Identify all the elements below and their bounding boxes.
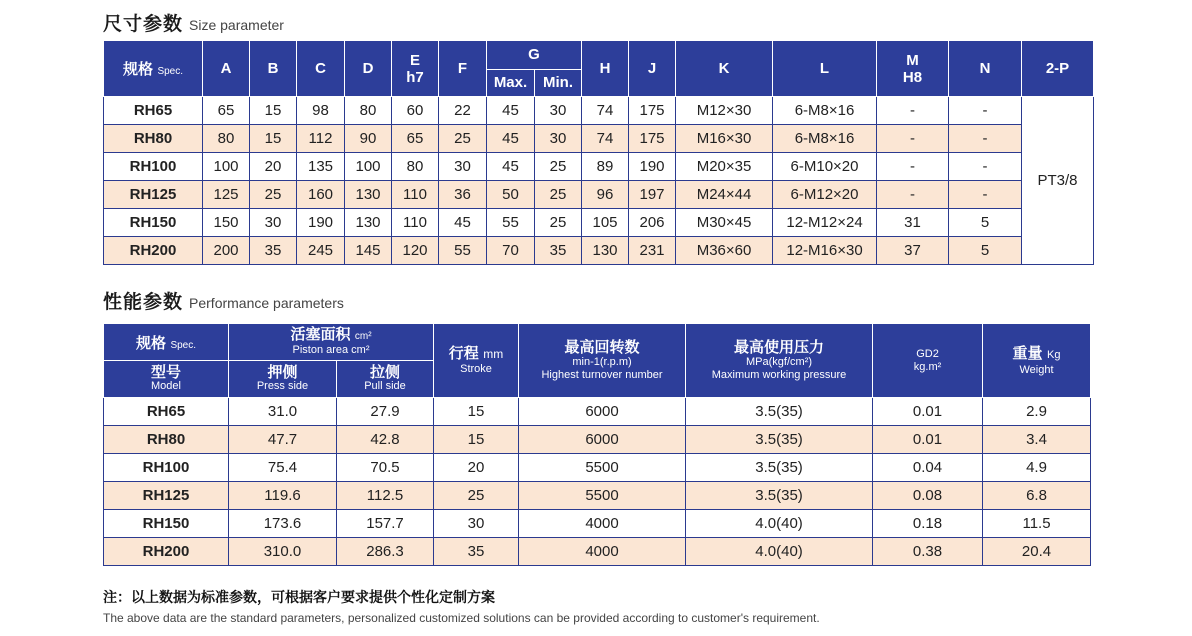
cell: 105: [582, 209, 629, 237]
cell: 12-M12×24: [773, 209, 877, 237]
cell: 286.3: [337, 538, 434, 566]
cell: 173.6: [229, 510, 337, 538]
cell: 42.8: [337, 426, 434, 454]
cell: 197: [629, 181, 676, 209]
size-table: [103, 40, 1094, 265]
size-spec-header: 规格 Spec.: [104, 41, 203, 97]
cell: M16×30: [676, 125, 773, 153]
table-row: [104, 97, 1094, 125]
cell: 6000: [519, 398, 686, 426]
col-k-header: K: [676, 41, 773, 97]
row-model: RH200: [104, 538, 229, 566]
cell: 30: [434, 510, 519, 538]
cell: 80: [203, 125, 250, 153]
cell: 22: [439, 97, 487, 125]
cell: 4000: [519, 510, 686, 538]
cell: 200: [203, 237, 250, 265]
cell: 4.0(40): [686, 510, 873, 538]
cell: 190: [297, 209, 345, 237]
cell: 5: [949, 209, 1022, 237]
col-b-header: B: [250, 41, 297, 97]
cell: -: [949, 125, 1022, 153]
table-row: [104, 153, 1094, 181]
footnote-cn: 注：以上数据为标准参数，可根据客户要求提供个性化定制方案: [103, 590, 495, 606]
cell: 15: [434, 398, 519, 426]
cell: 6-M10×20: [773, 153, 877, 181]
table-row: [104, 125, 1094, 153]
perf-table: [103, 323, 1091, 566]
cell: 6000: [519, 426, 686, 454]
pull-side-header: 拉侧 Pull side: [337, 361, 434, 398]
row-model: RH200: [104, 237, 203, 265]
cell: 60: [392, 97, 439, 125]
speed-header: 最高回转数 min-1(r.p.m) Highest turnover number: [519, 324, 686, 398]
size-title-cn: 尺寸参数: [103, 13, 184, 35]
cell: 112.5: [337, 482, 434, 510]
perf-section-title: [103, 287, 344, 314]
cell: 4.9: [983, 454, 1091, 482]
cell: 27.9: [337, 398, 434, 426]
cell: -: [949, 181, 1022, 209]
table-row: [104, 482, 1091, 510]
cell: 150: [203, 209, 250, 237]
cell: 100: [345, 153, 392, 181]
table-row: [104, 209, 1094, 237]
size-section-title: [103, 9, 284, 36]
cell: 6-M12×20: [773, 181, 877, 209]
cell: 3.5(35): [686, 454, 873, 482]
cell: 5500: [519, 454, 686, 482]
col-g-min-header: Min.: [535, 69, 582, 97]
row-model: RH125: [104, 181, 203, 209]
cell: 55: [439, 237, 487, 265]
cell: 6-M8×16: [773, 125, 877, 153]
cell: -: [877, 97, 949, 125]
gd2-header: GD2 kg.m²: [873, 324, 983, 398]
cell: 12-M16×30: [773, 237, 877, 265]
cell: -: [949, 97, 1022, 125]
model-header: 型号 Model: [104, 361, 229, 398]
cell: 45: [487, 97, 535, 125]
weight-header: 重量 Kg Weight: [983, 324, 1091, 398]
cell: 45: [487, 153, 535, 181]
col-d-header: D: [345, 41, 392, 97]
cell: 35: [250, 237, 297, 265]
table-row: [104, 237, 1094, 265]
row-model: RH125: [104, 482, 229, 510]
col-f-header: F: [439, 41, 487, 97]
cell: 0.08: [873, 482, 983, 510]
cell: 35: [434, 538, 519, 566]
cell: 6.8: [983, 482, 1091, 510]
cell: 120: [392, 237, 439, 265]
cell: 175: [629, 97, 676, 125]
cell: 30: [250, 209, 297, 237]
cell: 0.38: [873, 538, 983, 566]
col-a-header: A: [203, 41, 250, 97]
cell: 3.4: [983, 426, 1091, 454]
press-side-header: 押侧 Press side: [229, 361, 337, 398]
cell: 30: [535, 97, 582, 125]
cell: 50: [487, 181, 535, 209]
cell: 0.01: [873, 398, 983, 426]
cell: 130: [345, 181, 392, 209]
cell: 110: [392, 209, 439, 237]
cell: 25: [535, 153, 582, 181]
col-n-header: N: [949, 41, 1022, 97]
cell: 2.9: [983, 398, 1091, 426]
cell: 89: [582, 153, 629, 181]
cell: 112: [297, 125, 345, 153]
perf-title-cn: 性能参数: [103, 291, 184, 313]
cell: 55: [487, 209, 535, 237]
cell: 45: [439, 209, 487, 237]
col-l-header: L: [773, 41, 877, 97]
cell: 80: [345, 97, 392, 125]
col-c-header: C: [297, 41, 345, 97]
cell: -: [877, 181, 949, 209]
table-row: [104, 426, 1091, 454]
col-e-header: E h7: [392, 41, 439, 97]
cell: M36×60: [676, 237, 773, 265]
row-model: RH100: [104, 454, 229, 482]
cell: M12×30: [676, 97, 773, 125]
cell: 145: [345, 237, 392, 265]
cell: 125: [203, 181, 250, 209]
col-m-header: M H8: [877, 41, 949, 97]
cell: 45: [487, 125, 535, 153]
cell: 0.18: [873, 510, 983, 538]
cell: 36: [439, 181, 487, 209]
col-g-header: G: [487, 41, 582, 70]
footnote-en: The above data are the standard parameters, personalized customized solutions can be provided according to customer's requirement.: [103, 611, 820, 625]
cell: 3.5(35): [686, 482, 873, 510]
cell: 98: [297, 97, 345, 125]
cell: 5: [949, 237, 1022, 265]
cell: 25: [535, 181, 582, 209]
pressure-header: 最高使用压力 MPa(kgf/cm²) Maximum working pressure: [686, 324, 873, 398]
cell: 135: [297, 153, 345, 181]
cell: 157.7: [337, 510, 434, 538]
col-h-header: H: [582, 41, 629, 97]
cell: 6-M8×16: [773, 97, 877, 125]
cell: 80: [392, 153, 439, 181]
cell: 25: [535, 209, 582, 237]
cell: M20×35: [676, 153, 773, 181]
perf-spec-header: 规格 Spec.: [104, 324, 229, 361]
cell: 245: [297, 237, 345, 265]
row-model: RH65: [104, 398, 229, 426]
col-p-header: 2-P: [1022, 41, 1094, 97]
cell: 70: [487, 237, 535, 265]
perf-title-en: Performance parameters: [189, 295, 344, 311]
cell: -: [949, 153, 1022, 181]
cell: 190: [629, 153, 676, 181]
size-title-en: Size parameter: [189, 17, 284, 33]
cell: 47.7: [229, 426, 337, 454]
cell: 15: [434, 426, 519, 454]
cell: -: [877, 125, 949, 153]
col-g-max-header: Max.: [487, 69, 535, 97]
cell: 130: [582, 237, 629, 265]
cell: 15: [250, 97, 297, 125]
cell: 35: [535, 237, 582, 265]
row-model: RH100: [104, 153, 203, 181]
cell: 160: [297, 181, 345, 209]
cell: 119.6: [229, 482, 337, 510]
col-j-header: J: [629, 41, 676, 97]
cell: 25: [250, 181, 297, 209]
cell: 20.4: [983, 538, 1091, 566]
cell: 206: [629, 209, 676, 237]
cell: 74: [582, 97, 629, 125]
cell: 310.0: [229, 538, 337, 566]
cell: M30×45: [676, 209, 773, 237]
cell: 65: [392, 125, 439, 153]
cell: 5500: [519, 482, 686, 510]
table-row: [104, 398, 1091, 426]
cell: 25: [434, 482, 519, 510]
cell: 96: [582, 181, 629, 209]
table-row: [104, 454, 1091, 482]
table-row: [104, 538, 1091, 566]
footnote: [103, 587, 820, 625]
cell: 20: [250, 153, 297, 181]
cell: 75.4: [229, 454, 337, 482]
cell: 231: [629, 237, 676, 265]
row-model: RH150: [104, 209, 203, 237]
cell: 175: [629, 125, 676, 153]
row-model: RH80: [104, 426, 229, 454]
table-row: [104, 181, 1094, 209]
row-model: RH80: [104, 125, 203, 153]
cell: 4000: [519, 538, 686, 566]
cell: 74: [582, 125, 629, 153]
cell: 0.04: [873, 454, 983, 482]
cell: 31.0: [229, 398, 337, 426]
cell: 70.5: [337, 454, 434, 482]
cell: 15: [250, 125, 297, 153]
row-model: RH150: [104, 510, 229, 538]
cell: 65: [203, 97, 250, 125]
p-merged-cell: PT3/8: [1022, 97, 1094, 265]
cell: 110: [392, 181, 439, 209]
cell: -: [877, 153, 949, 181]
cell: 30: [439, 153, 487, 181]
piston-area-header: 活塞面积 cm² Piston area cm²: [229, 324, 434, 361]
cell: 4.0(40): [686, 538, 873, 566]
cell: 11.5: [983, 510, 1091, 538]
table-row: [104, 510, 1091, 538]
cell: 25: [439, 125, 487, 153]
cell: 20: [434, 454, 519, 482]
cell: 100: [203, 153, 250, 181]
row-model: RH65: [104, 97, 203, 125]
cell: 31: [877, 209, 949, 237]
cell: M24×44: [676, 181, 773, 209]
cell: 3.5(35): [686, 426, 873, 454]
cell: 37: [877, 237, 949, 265]
cell: 90: [345, 125, 392, 153]
cell: 30: [535, 125, 582, 153]
stroke-header: 行程 mm Stroke: [434, 324, 519, 398]
cell: 130: [345, 209, 392, 237]
cell: 3.5(35): [686, 398, 873, 426]
cell: 0.01: [873, 426, 983, 454]
